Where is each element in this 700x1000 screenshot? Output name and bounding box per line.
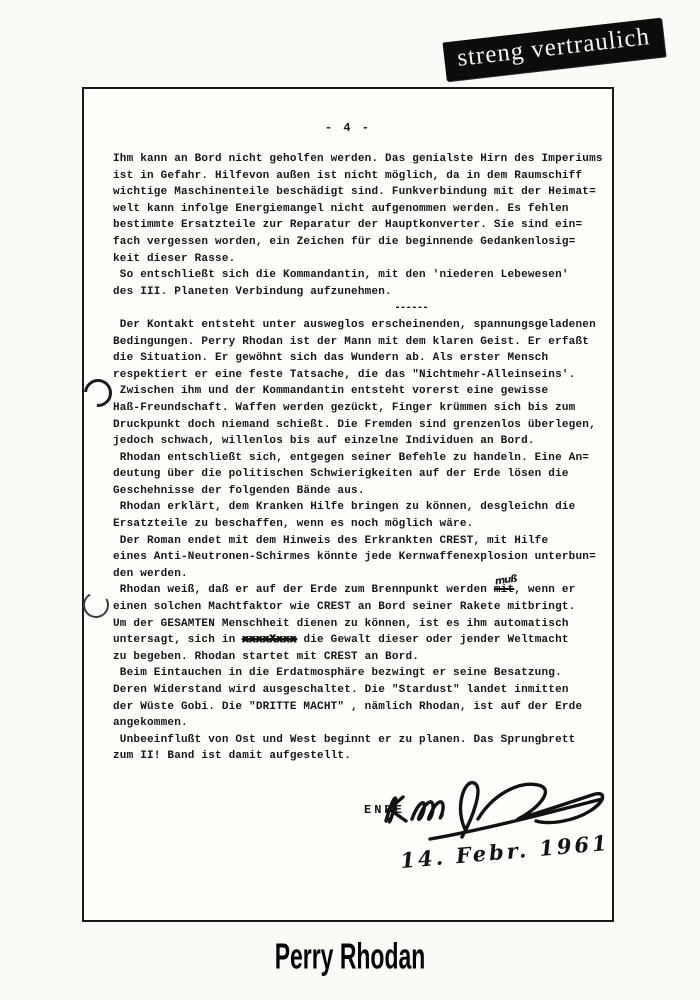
ende-label: ENDE (364, 803, 405, 817)
signature-date: 14. Febr. 1961 (399, 829, 611, 874)
section-separator: ------ (394, 302, 428, 315)
perry-rhodan-logo: Perry Rhodan (274, 936, 426, 977)
paragraph: Beim Eintauchen in die Erdatmosphäre bezwingt er seine Besatzung. Deren Widerstand wird ausgeschaltet. Die "Stardust" landet inmitten der Wüste Gobi. Die "DRITTE MACHT" , nämlich Rhodan, ist auf der Erde angekommen. (113, 667, 583, 730)
text-segment: die Gewalt dieser oder jender Weltmacht (296, 634, 569, 647)
paragraph: So entschließt sich die Kommandantin, mit den 'niederen Lebewesen' des III. Planeten Verbindung aufzunehmen. (113, 269, 569, 298)
paragraph: Zwischen ihm und der Kommandantin entsteht vorerst eine gewisse Haß-Freundschaft. Waffen werden gezückt, Finger krümmen sich bis zum Druckpunkt doch niemand schießt. Die Fremden sind grenzenlos überlegen, jedoch schwach, willenlos bis auf einzelne Individuen an Bord. (113, 385, 596, 448)
text-segment: , wenn er (514, 584, 576, 597)
paragraph: Ihm kann an Bord nicht geholfen werden. Das genialste Hirn des Imperiums ist in Gefahr. Hilfevon außen ist nicht möglich, da in dem Raumschiff wichtige Maschinenteile beschädigt sind. Funkverbindung mit der Heimat= welt kann infolge Energiemangel nicht aufgenommen werden. Es fehlen bestimmte Ersatzteile zur Reparatur der Hauptkonverter. Sie sind ein= fach vergessen worden, ein Zeichen für die beginnende Gedankenlosig= keit dieser Rasse. (113, 153, 603, 265)
page-number: - 4 - (324, 121, 371, 135)
paragraph: Rhodan entschließt sich, entgegen seiner Befehle zu handeln. Eine An= deutung über die politischen Schwierigkeiten auf der Erde lösen die Geschehnisse der folgenden Bände aus. (113, 451, 590, 497)
paragraph: Rhodan weiß, daß er auf der Erde zum Brennpunkt werden mit muß, wenn er einen solchen Machtfaktor wie CREST an Bord seiner Rakete mitbringt. Um der GESAMTEN Menschheit dienen zu können, ist es ihm automatisch untersagt, sich in xxxxXxxx die Gewalt dieser oder jender Weltmacht zu begeben. Rhodan startet mit CREST an Bord. (113, 582, 613, 665)
text-segment: untersagt, sich in (113, 634, 243, 647)
paragraph: Unbeeinflußt von Ost und West beginnt er zu planen. Das Sprungbrett zum II! Band ist damit aufgestellt. (113, 733, 576, 763)
text-segment: Rhodan weiß, daß er auf der Erde zum Brennpunkt werden (113, 584, 494, 597)
confidential-stamp: streng vertraulich (442, 18, 665, 82)
paragraph: Der Roman endet mit dem Hinweis des Erkrankten CREST, mit Hilfe eines Anti-Neutronen-Schirmes könnte jede Kernwaffenexplosion unterbun= den werden. (113, 534, 596, 580)
struck-correction: xxxxXxxx (242, 634, 297, 647)
text-block (113, 151, 613, 765)
paragraph: Rhodan erklärt, dem Kranken Hilfe bringen zu können, desgleichn die Ersatzteile zu beschaffen, wenn es noch möglich wäre. (113, 501, 576, 531)
document-page (82, 87, 614, 922)
struck-correction: mit muß (494, 584, 514, 596)
paragraph: Der Kontakt entsteht unter ausweglos erscheinenden, spannungsgeladenen Bedingungen. Perry Rhodan ist der Mann mit dem klaren Geist. Er erfaßt die Situation. Er gewöhnt sich das Wundern ab. Als erster Mensch respektiert er eine feste Tatsache, die das "Nichtmehr-Alleinseins'. (113, 318, 596, 381)
